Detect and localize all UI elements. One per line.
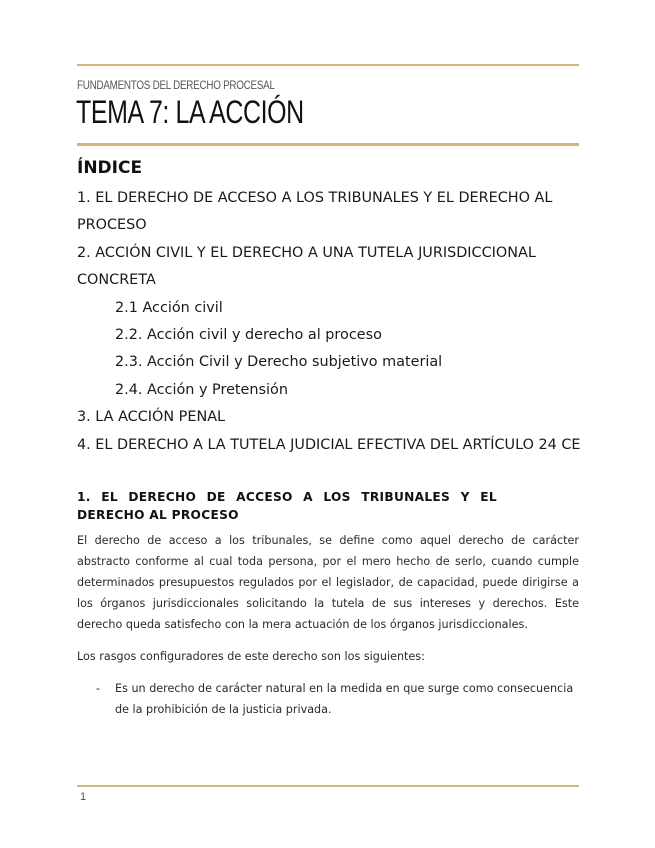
paragraph-definition: El derecho de acceso a los tribunales, se define como aquel derecho de carácter abstracto conforme al cual toda persona, por el mero hecho de serlo, cuando cumple determinados presupuestos regulados por el legislador, de capacidad, puede dirigirse a los órganos jurisdiccionales solicitando la tutela de sus intereses y derechos. Este derecho queda satisfecho con la mera actuación de los órganos jurisdiccionales. bbox=[77, 534, 579, 631]
heading-word: A bbox=[303, 490, 313, 504]
heading-word: TRIBUNALES bbox=[361, 490, 451, 504]
subject-label: FUNDAMENTOS DEL DERECHO PROCESAL bbox=[77, 78, 275, 92]
bullet-dash: - bbox=[96, 682, 101, 695]
toc-entry-1-cont[interactable]: PROCESO bbox=[77, 217, 147, 234]
header-top-rule bbox=[77, 64, 579, 66]
toc-entry-2-3[interactable]: 2.3. Acción Civil y Derecho subjetivo material bbox=[115, 354, 443, 371]
toc-entry-2[interactable]: 2. ACCIÓN CIVIL Y EL DERECHO A UNA TUTELA JURISDICCIONAL bbox=[77, 244, 536, 261]
heading-word: LOS bbox=[323, 490, 351, 504]
paragraph-features-intro: Los rasgos configuradores de este derecho son los siguientes: bbox=[77, 650, 425, 663]
heading-word: EL bbox=[101, 490, 118, 504]
page-number: 1 bbox=[80, 791, 87, 803]
section-1-heading bbox=[77, 488, 497, 524]
toc-entry-4[interactable]: 4. EL DERECHO A LA TUTELA JUDICIAL EFECTIVA DEL ARTÍCULO 24 CE bbox=[77, 436, 581, 453]
page-title: TEMA 7: LA ACCIÓN bbox=[76, 94, 304, 130]
toc-entry-2-4[interactable]: 2.4. Acción y Pretensión bbox=[115, 381, 288, 398]
heading-word: DERECHO bbox=[128, 490, 197, 504]
bullet-text: Es un derecho de carácter natural en la medida en que surge como consecuencia de la prohibición de la justicia privada. bbox=[115, 682, 574, 716]
toc-entry-1[interactable]: 1. EL DERECHO DE ACCESO A LOS TRIBUNALES Y EL DERECHO AL bbox=[77, 190, 553, 206]
toc-heading: ÍNDICE bbox=[77, 158, 143, 178]
toc-entry-2-cont[interactable]: CONCRETA bbox=[77, 272, 156, 289]
section-1-heading-line2: DERECHO AL PROCESO bbox=[77, 508, 239, 522]
heading-word: DE bbox=[206, 490, 226, 504]
section-1-heading-line1 bbox=[77, 488, 497, 506]
toc-entry-3[interactable]: 3. LA ACCIÓN PENAL bbox=[77, 409, 226, 426]
header-bottom-rule bbox=[77, 143, 579, 146]
heading-word: EL bbox=[480, 490, 497, 504]
toc-entry-2-2[interactable]: 2.2. Acción civil y derecho al proceso bbox=[115, 327, 382, 344]
footer-rule bbox=[77, 785, 579, 787]
heading-word: ACCESO bbox=[236, 490, 293, 504]
heading-word: Y bbox=[460, 490, 470, 504]
table-of-contents bbox=[77, 185, 581, 459]
toc-entry-2-1[interactable]: 2.1 Acción civil bbox=[115, 299, 223, 316]
bullet-item bbox=[77, 678, 579, 720]
heading-word: 1. bbox=[77, 490, 91, 504]
